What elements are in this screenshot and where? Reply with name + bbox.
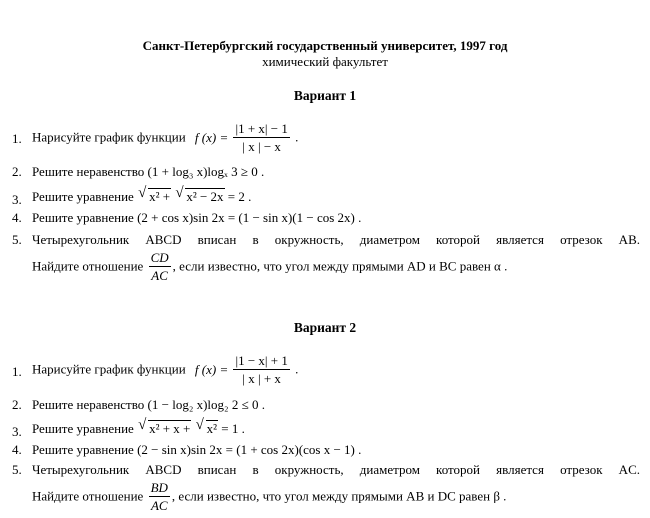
v2-problem-1-number: 1. <box>12 364 22 379</box>
variant-2-heading: Вариант 2 <box>293 320 357 335</box>
v1-fraction: $\frac{|1 + x| - 1}{| x | - x}$ <box>235 121 288 154</box>
v1-problem-2-text: Решите неравенство (1 + log₃ x)logₓ 3 ≥ 0 . <box>32 164 265 179</box>
variant-1-heading: Вариант 1 <box>293 88 357 103</box>
page-subtitle: химический факультет <box>262 54 388 69</box>
v1-problem-4-number: 4. <box>12 210 22 225</box>
v1-problem-4-text: Решите уравнение (2 + cos x)sin 2x = (1 − sin x)(1 − cos 2x) . <box>32 210 362 225</box>
v2-problem-2-number: 2. <box>12 397 22 412</box>
v2-problem-5-line2: Найдите отношение $\frac{BD}{AC}$ , если известно, что угол между прямыми AB и DC равен β . <box>32 480 507 513</box>
v2-problem-4-text: Решите уравнение (2 − sin x)sin 2x = (1 + cos 2x)(cos x − 1) . <box>32 442 362 457</box>
v1-problem-3-number: 3. <box>12 192 22 207</box>
v1-fx: f (x) = <box>194 129 229 145</box>
page-title: Санкт-Петербургский государственный университет, 1997 год <box>142 38 508 53</box>
v2-problem-1-text: Нарисуйте график функции f (x) = $\frac{|1 - x| + 1}{| x | + x}$ . <box>32 353 299 386</box>
v1-problem-5-line1: Четырехугольник ABCD вписан в окружность, диаметром которой является отрезок AB. <box>32 232 640 247</box>
v1-problem-5-line2: Найдите отношение $\frac{CD}{AC}$ , если известно, что угол между прямыми AD и BC равен α . <box>32 250 508 283</box>
v2-problem-2-text: Решите неравенство (1 − log₂ x)log₂ 2 ≤ 0 . <box>32 397 265 412</box>
v1-problem-1-text: Нарисуйте график функции f (x) = $\frac{|1 + x| - 1}{| x | - x}$ . <box>32 121 299 154</box>
v1-problem-5-number: 5. <box>12 232 22 247</box>
v2-problem-5-line1: Четырехугольник ABCD вписан в окружность, диаметром которой является отрезок AC. <box>32 462 640 477</box>
v2-problem-3-number: 3. <box>12 424 22 439</box>
v1-problem-1-number: 1. <box>12 131 22 146</box>
v1-problem-3-text: Решите уравнение √ x² + √ x² − 2x = 2 . <box>32 188 251 205</box>
v1-problem-2-number: 2. <box>12 164 22 179</box>
v2-problem-5-number: 5. <box>12 462 22 477</box>
v2-problem-3-text: Решите уравнение √ x² + x + √ x² = 1 . <box>32 420 245 437</box>
v2-problem-4-number: 4. <box>12 442 22 457</box>
